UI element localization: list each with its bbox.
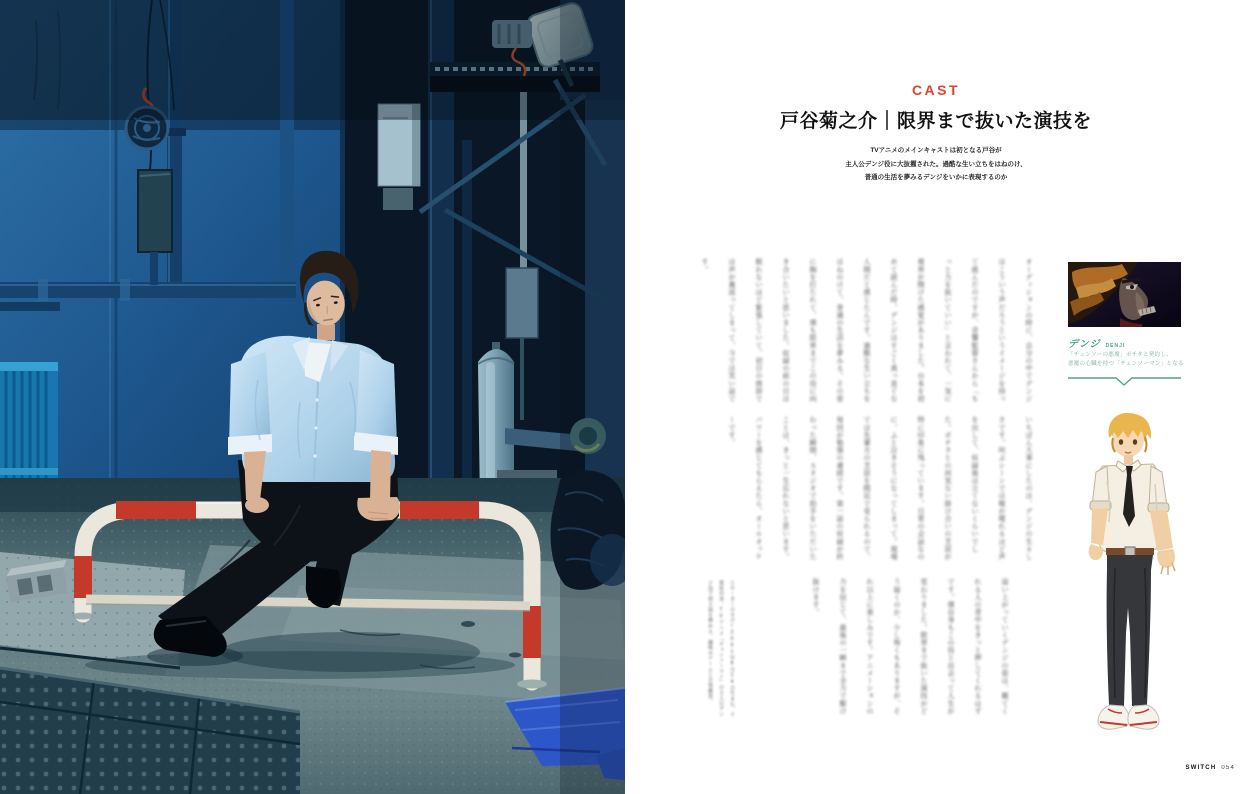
article-text-block-1: オーディションの時に、自分の中でデンジはこういう声だろうというイメージを持って挑んだのですが、音響監督さんから「もっと力を抜いていい」と言われて、一気に視界が開けた感覚がありました。台本を初めて読んだ時、デンジはすごく真っ直ぐな人間だと感じたんです。過酷な生い立ちをはねのけて、普通の生活を夢みる。その姿に胸を打たれて、僕も限界までこの役に向き合いたいと思いました。収録の前の日は眠れないほど緊張していて、初日の挨拶では声が裏返ってしまって、今では笑い話です。 [701,258,1032,403]
article-lead [625,144,1247,185]
article-title: 戸谷菊之介｜限界まで抜いた演技を [779,111,1092,132]
caption-line: 「チェンソーの悪魔」ポチタと契約し、 [1068,352,1172,358]
caption-divider [1068,374,1181,386]
page-number: 054 [1221,765,1235,771]
caption-line: 悪魔の心臓を持つ「チェンソーマン」となる [1068,360,1184,367]
sneaker [1098,705,1129,729]
lead-line: TVアニメのメインキャストは初となる戸谷が [870,147,1002,154]
junction-box [138,170,172,252]
magazine-name: SWITCH [1185,765,1217,771]
chevron-down-icon [1068,378,1181,385]
character-name-en: DENJI [1105,343,1126,349]
profile-note: とや・きくのすけ/2001年8月14日生まれ、千葉県出身。TVアニメ『チェンソーマン』の主人公デンジ役で初主演を務める。趣味はゲームと音楽鑑賞。 [707,580,735,718]
article-text-block-3: 這い上がっていくデンジの姿は、観てくれる人の背中をきっと押してくれるはずです。僕自身もこの役と出会って人生が変わりました。限界まで抜いた演技がどう届くのか、少し怖くもありますが、それ以上に楽しみです。アニメーションの力を信じて、最後の一瞬まで全力で駆け抜けます。 [812,578,1008,715]
lead-line: 主人公デンジ役に大抜擢された。過酷な生い立ちをはねのけ、 [845,160,1027,168]
right-page [625,0,1247,794]
denji-character-art [1063,408,1243,752]
denji-still-art [1068,262,1181,327]
section-kicker: CAST [911,82,961,98]
denji-anime-still [1068,262,1181,327]
article-text-block-2: いちばん大事にしたのは、デンジの生々しさです。叫ぶシーンでは喉が嗄れるほど声を出して、収録後は立てないくらいでした。ポチタとの何気ない掛け合いの芝居が特に印象に残っています。日常の会話なのに、ふと泣きそうになってしまって。現場では先輩方の芝居を間近で見られるので、毎回が勉強の連続です。第一話の収録が終わった瞬間、スタジオで拍手をいただいたことは、きっと一生忘れないと思います。パワーを感じてもらえたら、オールオッケーです。 [728,416,1032,561]
character-name-ja: デンジ [1068,339,1101,350]
character-name [1068,334,1125,352]
character-caption [1068,351,1184,368]
lead-line: 普通の生活を夢みるデンジをいかに表現するのか [864,174,1008,181]
denji-fullbody-art [1063,408,1243,752]
sneaker [1128,705,1159,729]
page-footer [1186,765,1236,771]
